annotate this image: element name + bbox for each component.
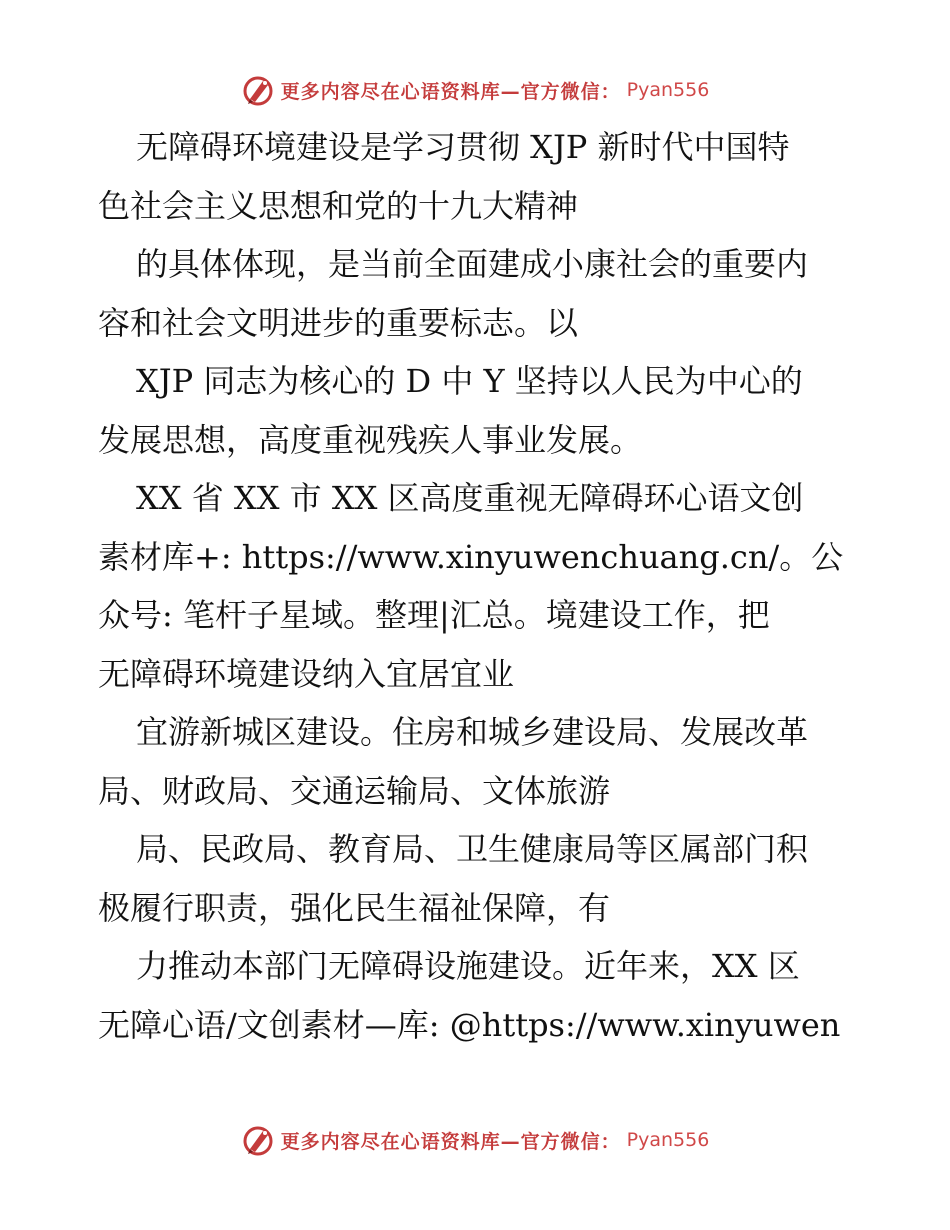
text-line: 无障碍环境建设是学习贯彻 XJP 新时代中国特 — [136, 128, 790, 166]
text-line: 无障碍环境建设纳入宜居宜业 — [98, 654, 515, 693]
text-line: 容和社会文明进步的重要标志。以 — [98, 303, 579, 342]
text-line: 色社会主义思想和党的十九大精神 — [98, 186, 579, 225]
text-line: 的具体体现，是当前全面建成小康社会的重要内 — [136, 245, 809, 283]
text-line: 众号: 笔杆子星域。整理|汇总。境建设工作，把 — [98, 596, 770, 634]
text-line: 局、财政局、交通运输局、文体旅游 — [98, 771, 611, 810]
pen-logo-icon — [241, 73, 275, 107]
text-line: 局、民政局、教育局、卫生健康局等区属部门积 — [136, 830, 809, 868]
banner-text: 更多内容尽在心语资料库—官方微信： — [280, 80, 621, 103]
text-line: 素材库+: https://www.xinyuwenchuang.cn/。公 — [98, 537, 844, 576]
banner-text: 更多内容尽在心语资料库—官方微信： — [280, 1130, 621, 1153]
text-line: XX 省 XX 市 XX 区高度重视无障碍环心语文创 — [136, 479, 804, 517]
text-line: 力推动本部门无障碍设施建设。近年来，XX 区 — [136, 947, 800, 985]
footer-banner — [0, 1120, 950, 1160]
banner-account: Pyan556 — [626, 1129, 710, 1151]
banner-account: Pyan556 — [626, 79, 710, 101]
text-line: 极履行职责，强化民生福祉保障，有 — [98, 888, 611, 927]
pen-logo-icon — [241, 1123, 275, 1157]
text-line: XJP 同志为核心的 D 中 Y 坚持以人民为中心的 — [136, 362, 803, 400]
text-line: 发展思想，高度重视残疾人事业发展。 — [98, 420, 643, 459]
text-line: 无障心语/文创素材—库: @https://www.xinyuwen — [98, 1005, 841, 1044]
text-line: 宜游新城区建设。住房和城乡建设局、发展改革 — [136, 713, 809, 751]
header-banner — [0, 70, 950, 110]
document-body — [98, 118, 858, 1054]
